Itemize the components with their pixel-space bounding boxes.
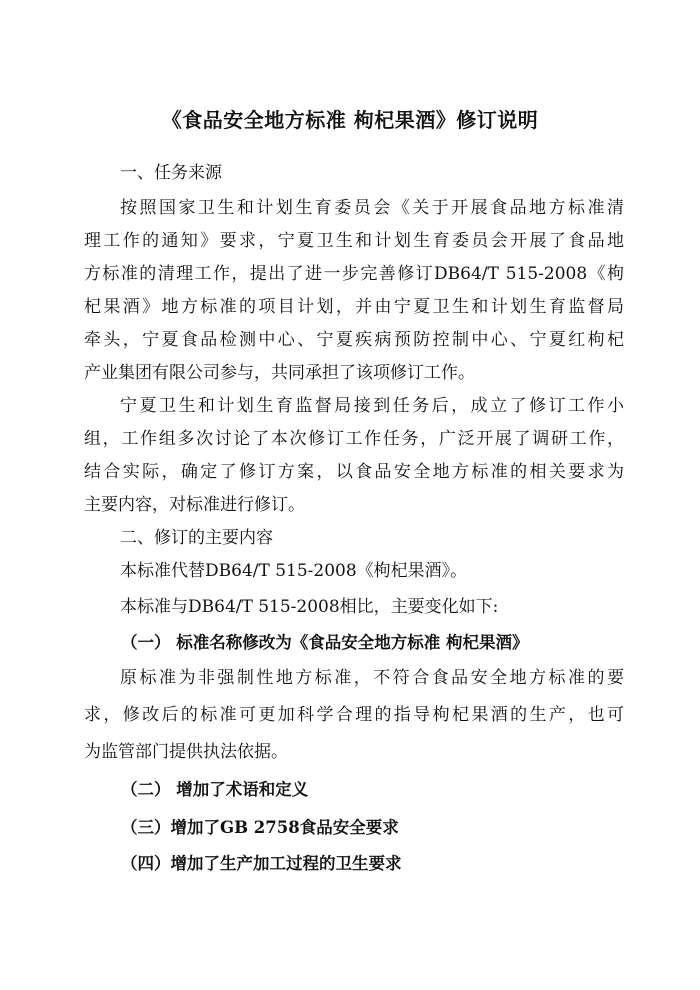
- document-title: 《食品安全地方标准 枸杞果酒》修订说明: [161, 108, 539, 132]
- item1-text-line: 为监管部门提供执法依据。: [84, 742, 288, 762]
- section1-p1-line: 理工作的通知》要求，宁夏卫生和计划生育委员会开展了食品地: [84, 231, 624, 251]
- section1-p1-line: 杞果酒》地方标准的项目计划，并由宁夏卫生和计划生育监督局: [84, 297, 624, 317]
- section2-replace-text: 本标准代替DB64/T 515-2008《枸杞果酒》。: [120, 561, 468, 581]
- section2-compare-text: 本标准与DB64/T 515-2008相比，主要变化如下:: [120, 597, 499, 617]
- section1-p2-line: 结合实际，确定了修订方案，以食品安全地方标准的相关要求为: [84, 462, 624, 482]
- item1-text-line: 求，修改后的标准可更加科学合理的指导枸杞果酒的生产，也可: [84, 705, 624, 725]
- section1-p2-line: 组，工作组多次讨论了本次修订工作任务，广泛开展了调研工作，: [84, 429, 624, 449]
- section1-p1-line: 牵头，宁夏食品检测中心、宁夏疾病预防控制中心、宁夏红枸杞: [84, 330, 624, 350]
- section2-heading: 二、修订的主要内容: [120, 528, 273, 548]
- item1-heading: （一） 标准名称修改为《食品安全地方标准 枸杞果酒》: [121, 633, 529, 652]
- section1-p2-line: 主要内容，对标准进行修订。: [84, 495, 305, 515]
- item2-heading: （二） 增加了术语和定义: [121, 780, 309, 799]
- section1-p1-line: 方标准的清理工作，提出了进一步完善修订DB64/T 515-2008《枸: [84, 264, 624, 284]
- item4-heading: （四）增加了生产加工过程的卫生要求: [121, 854, 402, 873]
- section1-p2-line: 宁夏卫生和计划生育监督局接到任务后，成立了修订工作小: [120, 396, 624, 416]
- item1-text-line: 原标准为非强制性地方标准，不符合食品安全地方标准的要: [120, 668, 624, 688]
- section1-heading: 一、任务来源: [120, 163, 222, 183]
- item3-heading: （三）增加了GB 2758食品安全要求: [121, 818, 399, 837]
- section1-p1-line: 按照国家卫生和计划生育委员会《关于开展食品地方标准清: [120, 198, 624, 218]
- section1-p1-line: 产业集团有限公司参与，共同承担了该项修订工作。: [84, 363, 475, 383]
